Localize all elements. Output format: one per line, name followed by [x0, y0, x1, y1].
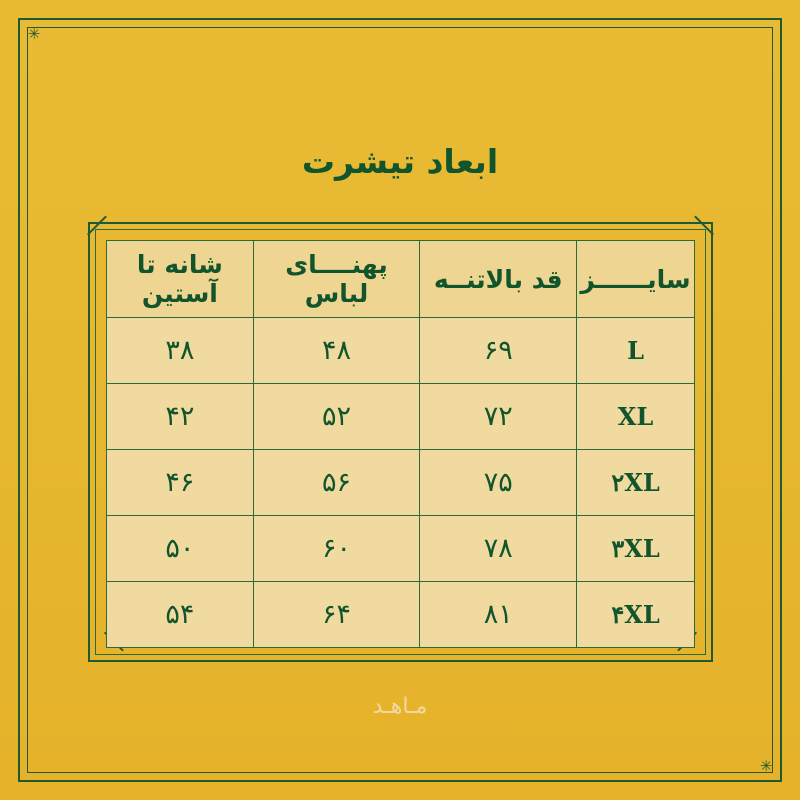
cell-size: ۳XL [577, 516, 695, 582]
cell-length: ۷۵ [420, 450, 577, 516]
cell-length: ۷۸ [420, 516, 577, 582]
cell-width: ۴۸ [253, 318, 420, 384]
size-table-container [88, 222, 713, 662]
cell-length: ۷۲ [420, 384, 577, 450]
cell-size: ۴XL [577, 582, 695, 648]
brand-wordmark: مـاهـد [372, 694, 428, 719]
table-row [107, 516, 695, 582]
table-row [107, 582, 695, 648]
ornament-star-icon-bottom-right: ✳ [752, 752, 782, 782]
table-row [107, 318, 695, 384]
cell-size: ۲XL [577, 450, 695, 516]
table-header-row [107, 241, 695, 318]
cell-sleeve: ۴۶ [107, 450, 254, 516]
cell-sleeve: ۴۲ [107, 384, 254, 450]
cell-length: ۸۱ [420, 582, 577, 648]
cell-size: XL [577, 384, 695, 450]
cell-width: ۶۴ [253, 582, 420, 648]
cell-sleeve: ۵۴ [107, 582, 254, 648]
cell-size: L [577, 318, 695, 384]
cell-length: ۶۹ [420, 318, 577, 384]
table-row [107, 384, 695, 450]
table-row [107, 450, 695, 516]
page-title: ابعاد تیشرت [301, 142, 499, 181]
cell-width: ۵۲ [253, 384, 420, 450]
cell-width: ۵۶ [253, 450, 420, 516]
cell-sleeve: ۳۸ [107, 318, 254, 384]
cell-sleeve: ۵۰ [107, 516, 254, 582]
column-header-width: پهنــــای لباس [253, 241, 420, 318]
column-header-length: قد بالاتنــه [420, 241, 577, 318]
ornament-star-icon-top-left: ✳ [18, 18, 48, 48]
column-header-sleeve: شانه تا آستین [107, 241, 254, 318]
size-table [106, 240, 695, 648]
cell-width: ۶۰ [253, 516, 420, 582]
column-header-size: سایــــــز [577, 241, 695, 318]
